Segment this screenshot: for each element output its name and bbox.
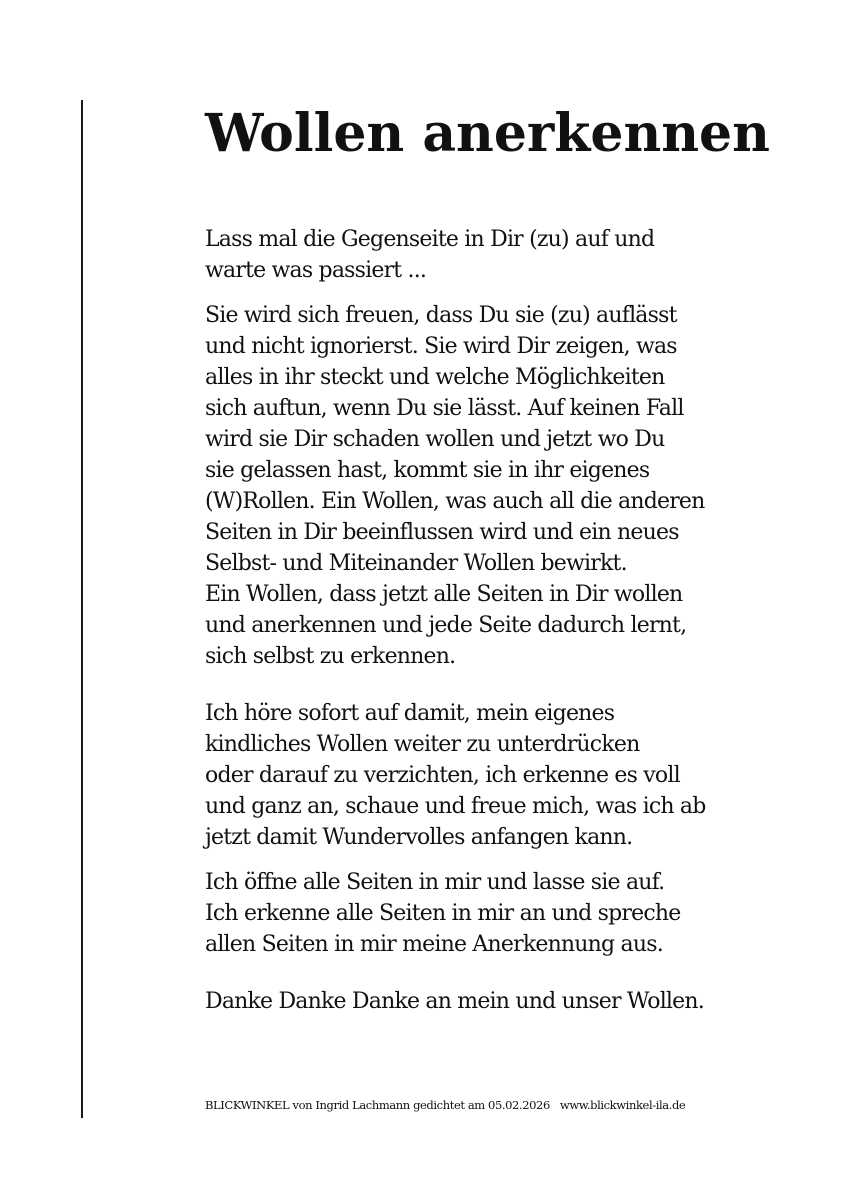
- poem-line: und anerkennen und jede Seite dadurch lernt,: [205, 613, 687, 638]
- poem-line: allen Seiten in mir meine Anerkennung aus.: [205, 932, 663, 957]
- left-vertical-rule: [81, 100, 83, 1118]
- poem-line: Ich höre sofort auf damit, mein eigenes: [205, 701, 615, 726]
- poem-line: sich auftun, wenn Du sie lässt. Auf keinen Fall: [205, 396, 684, 421]
- poem-line: sich selbst zu erkennen.: [205, 644, 456, 669]
- poem-line: warte was passiert ...: [205, 258, 427, 283]
- stanza-4: [205, 867, 785, 960]
- poem-line: wird sie Dir schaden wollen und jetzt wo Du: [205, 427, 665, 452]
- poem-line: und nicht ignorierst. Sie wird Dir zeigen, was: [205, 334, 677, 359]
- poem-line: Ich öffne alle Seiten in mir und lasse sie auf.: [205, 870, 665, 895]
- poem-line: (W)Rollen. Ein Wollen, was auch all die anderen: [205, 489, 705, 514]
- poem-line: Seiten in Dir beeinflussen wird und ein neues: [205, 520, 679, 545]
- footer-credit: BLICKWINKEL von Ingrid Lachmann gedichtet am 05.02.2026: [205, 1098, 550, 1112]
- poem-line: oder darauf zu verzichten, ich erkenne es voll: [205, 763, 680, 788]
- footer: [205, 1097, 685, 1113]
- poem-line: und ganz an, schaue und freue mich, was ich ab: [205, 794, 706, 819]
- stanza-3: [205, 698, 785, 853]
- poem-line: Ein Wollen, dass jetzt alle Seiten in Dir wollen: [205, 582, 683, 607]
- poem-line: Selbst- und Miteinander Wollen bewirkt.: [205, 551, 627, 576]
- footer-url: www.blickwinkel-ila.de: [559, 1098, 686, 1112]
- poem-line: alles in ihr steckt und welche Möglichkeiten: [205, 365, 665, 390]
- stanza-5: [205, 986, 785, 1017]
- poem-line: Ich erkenne alle Seiten in mir an und spreche: [205, 901, 681, 926]
- poem-line: sie gelassen hast, kommt sie in ihr eigenes: [205, 458, 650, 483]
- poem-title: Wollen anerkennen: [205, 103, 770, 164]
- poem-line: Lass mal die Gegenseite in Dir (zu) auf und: [205, 227, 655, 252]
- stanza-1: [205, 224, 785, 286]
- poem-line: kindliches Wollen weiter zu unterdrücken: [205, 732, 640, 757]
- poem-line: jetzt damit Wundervolles anfangen kann.: [205, 825, 633, 850]
- poem-line: Sie wird sich freuen, dass Du sie (zu) auflässt: [205, 303, 677, 328]
- stanza-2: [205, 300, 785, 672]
- poem-body: [205, 224, 785, 1017]
- poem-line: Danke Danke Danke an mein und unser Wollen.: [205, 989, 704, 1014]
